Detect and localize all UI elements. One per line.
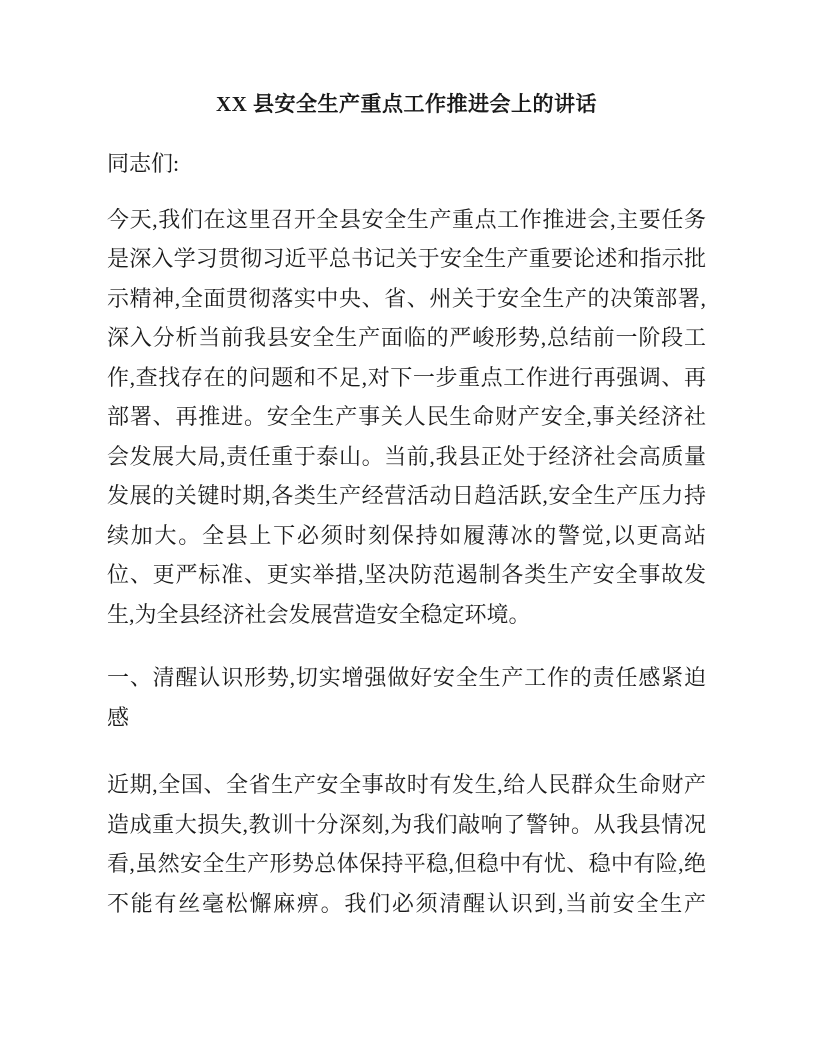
- section-heading-1: 一、清醒认识形势,切实增强做好安全生产工作的责任感紧迫感: [107, 665, 706, 730]
- paragraph-intro: 今天,我们在这里召开全县安全生产重点工作推进会,主要任务是深入学习贯彻习近平总书记关于安全生产重要论述和指示批示精神,全面贯彻落实中央、省、州关于安全生产的决策部署,深入分析当前我县安全生产面临的严峻形势,总结前一阶段工作,查找存在的问题和不足,对下一步重点工作进行再强调、再部署、再推进。安全生产事关人民生命财产安全,事关经济社会发展大局,责任重于泰山。当前,我县正处于经济社会高质量发展的关键时期,各类生产经营活动日趋活跃,安全生产压力持续加大。全县上下必须时刻保持如履薄冰的警觉,以更高站位、更严标准、更实举措,坚决防范遏制各类生产安全事故发生,为全县经济社会发展营造安全稳定环境。: [107, 206, 706, 627]
- document-title: XX 县安全生产重点工作推进会上的讲话: [215, 92, 598, 116]
- paragraph-situation: 近期,全国、全省生产安全事故时有发生,给人民群众生命财产造成重大损失,教训十分深刻,为我们敲响了警钟。从我县情况看,虽然安全生产形势总体保持平稳,但稳中有忧、稳中有险,绝不能有丝毫松懈麻痹。我们必须清醒认识到,当前安全生产: [107, 772, 706, 916]
- salutation: 同志们:: [107, 151, 180, 176]
